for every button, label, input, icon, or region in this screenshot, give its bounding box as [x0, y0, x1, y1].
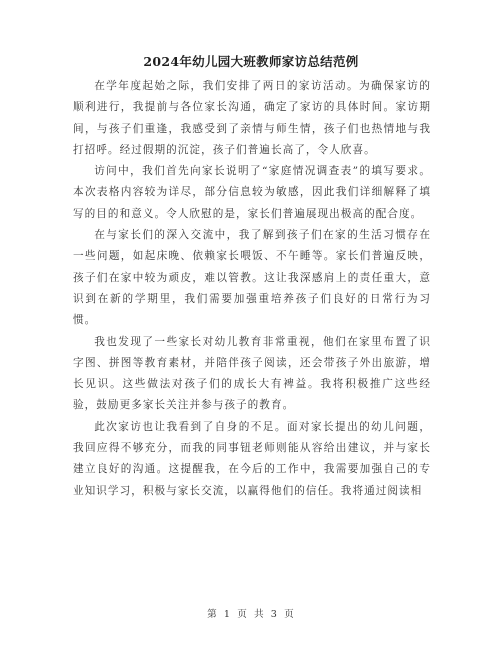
footer-total-pages: 3 [270, 609, 279, 620]
footer-suffix: 页 [284, 609, 295, 620]
paragraph-5: 此次家访也让我看到了自身的不足。面对家长提出的幼儿问题，我回应得不够充分，而我的同事钮老师则能从容给出建议，并与家长建立良好的沟通。这提醒我，在今后的工作中，我需要加强自己的专业知识学习，积极与家长交流，以赢得他们的信任。我将通过阅读相 [73, 420, 431, 497]
footer-current-page: 1 [223, 609, 232, 620]
page-footer [0, 606, 502, 620]
footer-page-word: 页 [237, 609, 248, 620]
paragraph-4: 我也发现了一些家长对幼儿教育非常重视，他们在家里布置了识字图、拼图等教育素材，并陪伴孩子阅读，还会带孩子外出旅游，增长见识。这些做法对孩子们的成长大有裨益。我将积极推广这些经验，鼓励更多家长关注并参与孩子的教育。 [73, 335, 431, 412]
paragraph-3: 在与家长们的深入交流中，我了解到孩子们在家的生活习惯存在一些问题，如起床晚、依赖家长喂饭、不午睡等。家长们普遍反映，孩子们在家中较为顽皮，难以管教。这让我深感肩上的责任重大，意识到在新的学期里，我们需要加强重培养孩子们良好的日常行为习惯。 [73, 229, 431, 327]
paragraph-2: 访问中，我们首先向家长说明了“家庭情况调查表”的填写要求。本次表格内容较为详尽，部分信息较为敏感，因此我们详细解释了填写的目的和意义。令人欣慰的是，家长们普遍展现出极高的配合度。 [73, 165, 431, 220]
document-body [73, 76, 431, 502]
footer-total-word: 共 [254, 609, 265, 620]
footer-prefix: 第 [207, 609, 218, 620]
document-title: 2024年幼儿园大班教师家访总结范例 [143, 54, 359, 69]
paragraph-1: 在学年度起始之际，我们安排了两日的家访活动。为确保家访的顺利进行，我提前与各位家长沟通，确定了家访的具体时间。家访期间，与孩子们重逢，我感受到了亲情与师生情，孩子们也热情地与我打招呼。经过假期的沉淀，孩子们普遍长高了，令人欣喜。 [73, 80, 431, 156]
